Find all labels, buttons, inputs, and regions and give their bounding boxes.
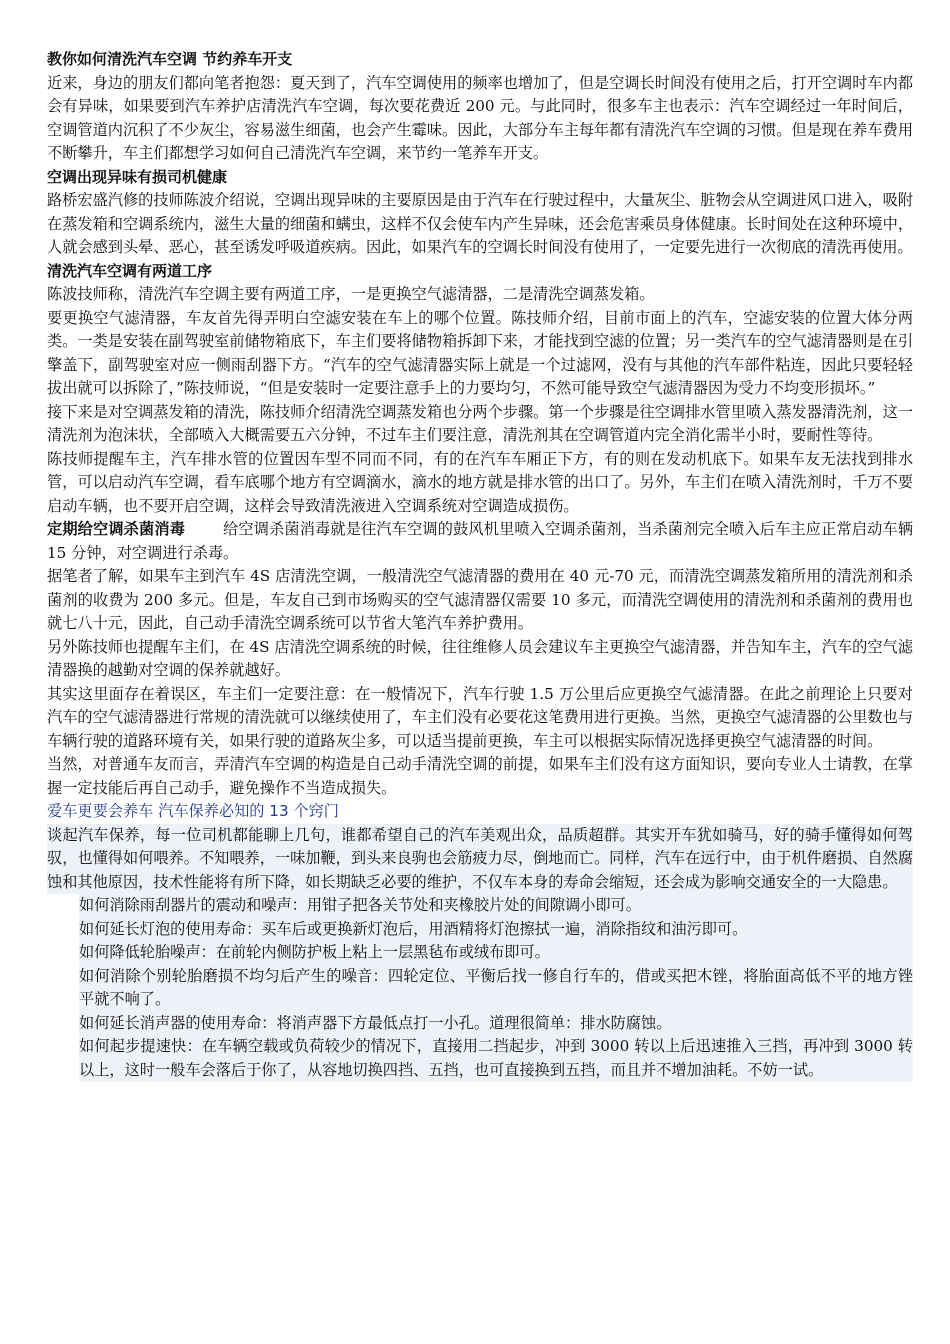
paragraph: 其实这里面存在着误区，车主们一定要注意：在一般情况下，汽车行驶 1.5 万公里后应更换空气滤清器。在此之前理论上只要对汽车的空气滤清器进行常规的清洗就可以继续使用了，车主们没有必要花这笔费用进行更换。当然，更换空气滤清器的公里数也与车辆行驶的道路环境有关，如果行驶的道路灰尘多，可以适当提前更换，车主可以根据实际情况选择更换空气滤清器的时间。 <box>47 684 913 750</box>
article-intro: 近来，身边的朋友们都向笔者抱怨：夏天到了，汽车空调使用的频率也增加了，但是空调长时间没有使用之后，打开空调时车内都会有异味，如果要到汽车养护店清洗汽车空调，每次要花费近 200 元。与此同时，很多车主也表示：汽车空调经过一年时间后，空调管道内沉积了不少灰尘，容易滋生细菌，也会产生霉味。因此，大部分车主每年都有清洗汽车空调的习惯。但是现在养车费用不断攀升，车主们都想学习如何自己清洗汽车空调，来节约一笔养车开支。 <box>47 73 913 162</box>
document-page <box>47 48 913 1082</box>
article2-intro: 谈起汽车保养，每一位司机都能聊上几句，谁都希望自己的汽车美观出众，品质超群。其实开车犹如骑马，好的骑手懂得如何驾驭，也懂得如何喂养。不知喂养，一味加鞭，到头来良驹也会筋疲力尽，倒地而亡。同样，汽车在远行中，由于机件磨损、自然腐蚀和其他原因，技术性能将有所下降，如长期缺乏必要的维护，不仅车本身的寿命会缩短，还会成为影响交通安全的一大隐患。 <box>47 824 913 895</box>
section-heading-two-steps: 清洗汽车空调有两道工序 <box>47 261 213 280</box>
paragraph: 当然，对普通车友而言，弄清汽车空调的构造是自己动手清洗空调的前提，如果车主们没有这方面知识，要向专业人士请教，在掌握一定技能后再自己动手，避免操作不当造成损失。 <box>47 755 913 797</box>
tip-item: 如何降低轮胎噪声：在前轮内侧防护板上粘上一层黑毡布或绒布即可。 <box>79 943 550 961</box>
paragraph: 要更换空气滤清器，车友首先得弄明白空滤安装在车上的哪个位置。陈技师介绍，目前市面上的汽车，空滤安装的位置大体分两类。一类是安装在副驾驶室前储物箱底下，车主们要将储物箱拆卸下来，才能找到空滤的位置；另一类汽车的空气滤清器则是在引擎盖下，副驾驶室对应一侧雨刮器下方。“汽车的空气滤清器实际上就是一个过滤网，没有与其他的汽车部件粘连，因此只要轻轻拔出就可以拆除了，”陈技师说，“但是安装时一定要注意手上的力要均匀，不然可能导致空气滤清器因为受力不均变形损坏。” <box>47 308 913 397</box>
paragraph: 陈技师提醒车主，汽车排水管的位置因车型不同而不同，有的在汽车车厢正下方，有的则在发动机底下。如果车友无法找到排水管，可以启动汽车空调，看车底哪个地方有空调滴水，滴水的地方就是排水管的出口了。另外，车主们在喷入清洗剂时，千万不要启动车辆，也不要开启空调，这样会导致清洗液进入空调系统对空调造成损伤。 <box>47 449 913 515</box>
tip-item: 如何延长灯泡的使用寿命：买车后或更换新灯泡后，用酒精将灯泡擦拭一遍，消除指纹和油污即可。 <box>79 919 748 938</box>
article2-title: 爱车更要会养车 汽车保养必知的 13 个窍门 <box>47 802 339 820</box>
paragraph: 据笔者了解，如果车主到汽车 4S 店清洗空调，一般清洗空气滤清器的费用在 40 元-70 元，而清洗空调蒸发箱所用的清洗剂和杀菌剂的收费为 200 多元。但是，车友自己到市场购买的空气滤清器仅需要 10 多元，而清洗空调使用的清洗剂和杀菌剂的费用也就七八十元，因此，自己动手清洗空调系统可以节省大笔汽车养护费用。 <box>47 567 913 632</box>
paragraph: 陈波技师称，清洗汽车空调主要有两道工序，一是更换空气滤清器，二是清洗空调蒸发箱。 <box>47 285 655 303</box>
paragraph-with-heading <box>47 518 913 565</box>
paragraph: 接下来是对空调蒸发箱的清洗，陈技师介绍清洗空调蒸发箱也分两个步骤。第一个步骤是往空调排水管里喷入蒸发器清洗剂，这一清洗剂为泡沫状，全部喷入大概需要五六分钟，不过车主们要注意，清洗剂其在空调管道内完全消化需半小时，要耐性等待。 <box>47 402 913 444</box>
tip-item: 如何延长消声器的使用寿命：将消声器下方最低点打一小孔。道理很简单：排水防腐蚀。 <box>79 1013 672 1032</box>
section-heading-disinfect: 定期给空调杀菌消毒 <box>47 520 186 538</box>
tip-item: 如何消除个别轮胎磨损不均匀后产生的噪音：四轮定位、平衡后找一修自行车的，借或买把木锉，将胎面高低不平的地方锉平就不响了。 <box>79 966 913 1008</box>
paragraph-text: 给空调杀菌消毒就是往汽车空调的鼓风机里喷入空调杀菌剂，当杀菌剂完全喷入后车主应正常启动车辆 15 分钟，对空调进行杀毒。 <box>47 520 914 562</box>
paragraph: 路桥宏盛汽修的技师陈波介绍说，空调出现异味的主要原因是由于汽车在行驶过程中，大量灰尘、脏物会从空调进风口进入，吸附在蒸发箱和空调系统内，滋生大量的细菌和螨虫，这样不仅会使车内产生异味，还会危害乘员身体健康。长时间处在这种环境中，人就会感到头晕、恶心，甚至诱发呼吸道疾病。因此，如果汽车的空调长时间没有使用了，一定要先进行一次彻底的清洗再使用。 <box>47 191 913 256</box>
paragraph: 另外陈技师也提醒车主们，在 4S 店清洗空调系统的时候，往往维修人员会建议车主更换空气滤清器，并告知车主，汽车的空气滤清器换的越勤对空调的保养就越好。 <box>47 637 913 679</box>
tip-item: 如何起步提速快：在车辆空载或负荷较少的情况下，直接用二挡起步，冲到 3000 转以上后迅速推入三挡，再冲到 3000 转以上，这时一般车会落后于你了，从容地切换四挡、五挡，也可直接换到五挡，而且并不增加油耗。不妨一试。 <box>79 1037 913 1079</box>
tips-list <box>79 894 913 1082</box>
section-heading-odor: 空调出现异味有损司机健康 <box>47 167 228 186</box>
article-title: 教你如何清洗汽车空调 节约养车开支 <box>47 50 293 68</box>
tip-item: 如何消除雨刮器片的震动和噪声：用钳子把各关节处和夹橡胶片处的间隙调小即可。 <box>79 896 641 914</box>
